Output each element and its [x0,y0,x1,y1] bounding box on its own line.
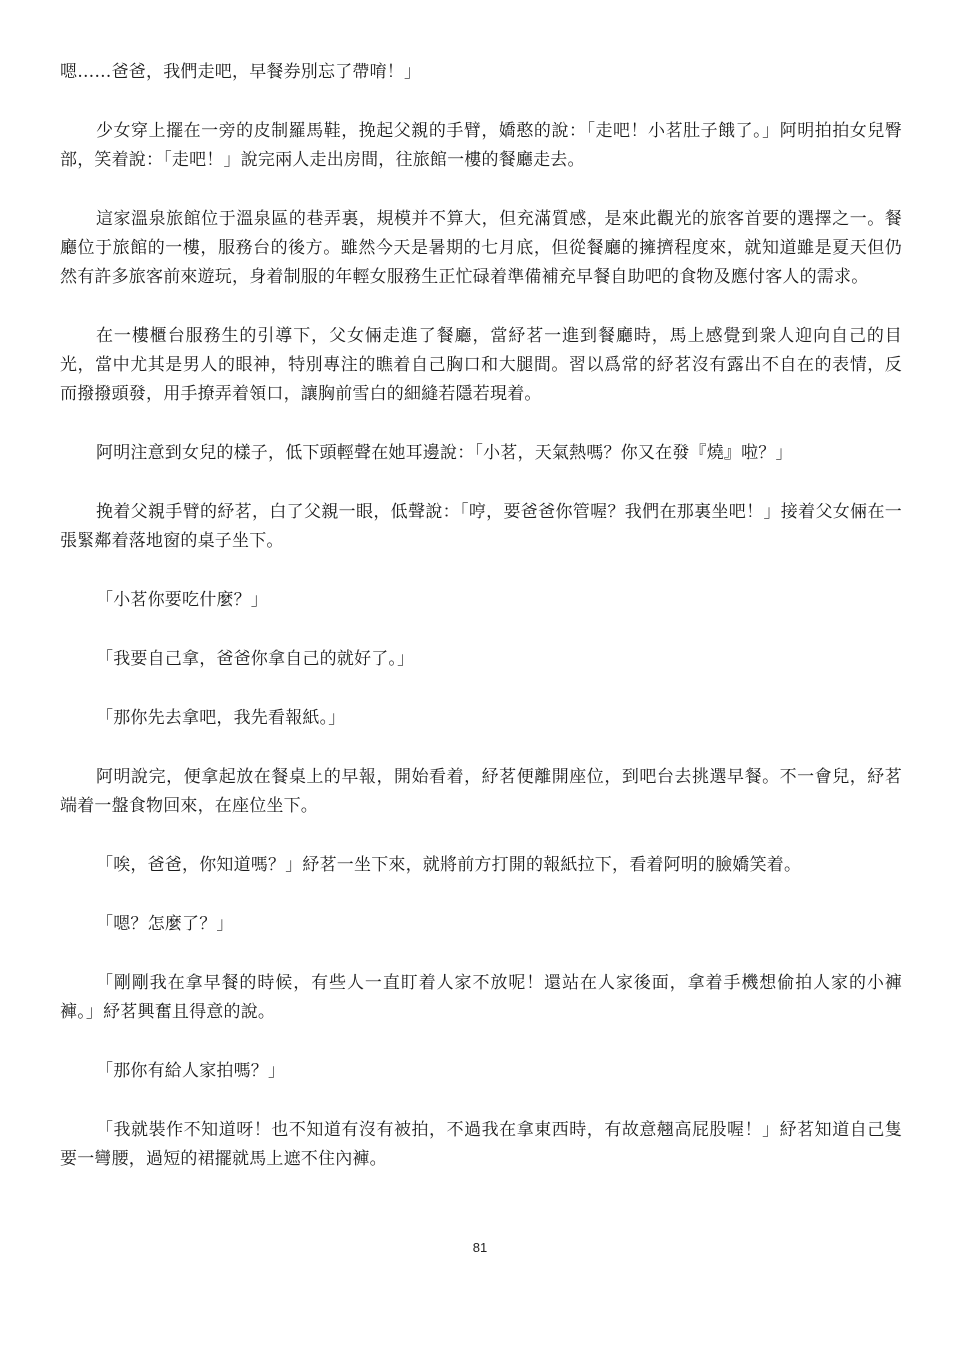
paragraph-5: 阿明注意到女兒的樣子，低下頭輕聲在她耳邊說：「小茗，天氣熱嗎？你又在發『燒』啦？」 [96,443,793,463]
paragraph-15: 「我就裝作不知道呀！也不知道有沒有被拍，不過我在拿東西時，有故意翹高屁股喔！」紓茗知道自己隻要一彎腰，過短的裙擺就馬上遮不住內褲。 [60,1120,902,1169]
paragraph-14: 「那你有給人家拍嗎？」 [96,1061,286,1081]
paragraph-3: 這家溫泉旅館位于溫泉區的巷弄裏，規模并不算大，但充滿質感，是來此觀光的旅客首要的選擇之一。餐廳位于旅館的一樓，服務台的後方。雖然今天是暑期的七月底，但從餐廳的擁擠程度來，就知道雖是夏天但仍然有許多旅客前來遊玩，身着制服的年輕女服務生正忙碌着準備補充早餐自助吧的食物及應付客人的需求。 [60,209,902,287]
paragraph-10: 阿明說完，便拿起放在餐桌上的早報，開始看着，紓茗便離開座位，到吧台去挑選早餐。不一會兒，紓茗端着一盤食物回來，在座位坐下。 [60,767,902,816]
paragraph-1: 嗯……爸爸，我們走吧，早餐券別忘了帶唷！」 [60,62,422,82]
paragraph-13: 「剛剛我在拿早餐的時候，有些人一直盯着人家不放呢！還站在人家後面，拿着手機想偷拍人家的小褲褲。」紓茗興奮且得意的說。 [60,973,902,1022]
paragraph-8: 「我要自己拿，爸爸你拿自己的就好了。」 [96,649,415,669]
paragraph-7: 「小茗你要吃什麼？」 [96,590,268,610]
paragraph-4: 在一樓櫃台服務生的引導下，父女倆走進了餐廳，當紓茗一進到餐廳時，馬上感覺到衆人迎向自己的目光，當中尤其是男人的眼神，特別專注的瞧着自己胸口和大腿間。習以爲常的紓茗沒有露出不自在的表情，反而撥撥頭發，用手撩弄着領口，讓胸前雪白的細縫若隱若現着。 [60,326,902,404]
paragraph-6: 挽着父親手臂的紓茗，白了父親一眼，低聲說：「哼，要爸爸你管喔？我們在那裏坐吧！」接着父女倆在一張緊鄰着落地窗的桌子坐下。 [60,502,902,551]
paragraph-9: 「那你先去拿吧，我先看報紙。」 [96,708,346,728]
paragraph-11: 「唉，爸爸，你知道嗎？」紓茗一坐下來，就將前方打開的報紙拉下，看着阿明的臉嬌笑着。 [96,855,802,875]
paragraph-12: 「嗯？怎麼了？」 [96,914,234,934]
page-number: 81 [472,1240,488,1255]
paragraph-2: 少女穿上擺在一旁的皮制羅馬鞋，挽起父親的手臂，嬌憨的說：「走吧！小茗肚子餓了。」阿明拍拍女兒臀部，笑着說：「走吧！」說完兩人走出房間，往旅館一樓的餐廳走去。 [60,121,902,170]
document-body [60,58,902,1204]
